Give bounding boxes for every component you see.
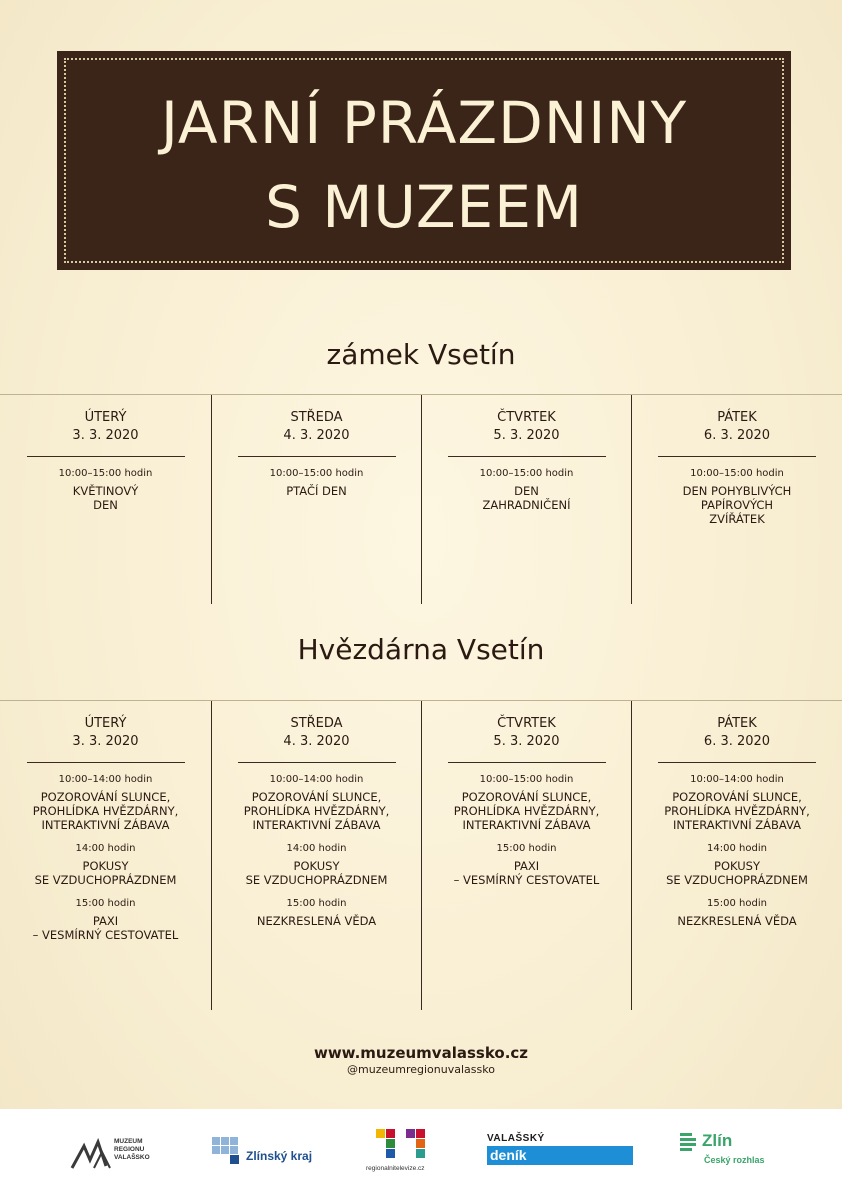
program-slot <box>632 897 842 928</box>
program-slot <box>422 773 631 832</box>
day-name: ČTVRTEK <box>497 410 556 425</box>
valassky-denik-logo <box>487 1133 633 1167</box>
day-name: ČTVRTEK <box>497 716 556 731</box>
day-header <box>632 395 842 445</box>
rozhlas-bottom-text: Český rozhlas <box>704 1155 765 1165</box>
denik-bottom-text: deník <box>490 1147 527 1163</box>
slot-title: NEZKRESLENÁ VĚDA <box>256 914 377 928</box>
rtv-text: regionalnitelevize.cz <box>366 1165 425 1172</box>
program-slot <box>632 773 842 832</box>
denik-top-text: VALAŠSKÝ <box>487 1133 545 1144</box>
program-slot <box>0 897 211 942</box>
day-name: STŘEDA <box>290 716 343 731</box>
zlinsky-kraj-logo <box>212 1137 327 1167</box>
slot-title: POZOROVÁNÍ SLUNCE, PROHLÍDKA HVĚZDÁRNY, INTERAKTIVNÍ ZÁBAVA <box>243 790 390 832</box>
day-date: 5. 3. 2020 <box>493 428 560 443</box>
slot-title: PAXI – VESMÍRNÝ CESTOVATEL <box>453 859 600 887</box>
day-name: ÚTERÝ <box>84 716 127 731</box>
section-title-zamek: zámek Vsetín <box>326 338 516 371</box>
program-slot <box>422 467 631 512</box>
day-column <box>211 701 421 1010</box>
program-slot <box>422 842 631 887</box>
program-slot <box>0 467 211 512</box>
sponsor-logos-strip <box>0 1109 842 1191</box>
slot-time: 15:00 hodin <box>707 898 767 909</box>
day-column <box>211 395 421 604</box>
slot-title: POKUSY SE VZDUCHOPRÁZDNEM <box>34 859 177 887</box>
slot-title: POKUSY SE VZDUCHOPRÁZDNEM <box>666 859 808 887</box>
slot-time: 10:00–15:00 hodin <box>690 468 784 479</box>
slot-time: 10:00–15:00 hodin <box>479 774 574 785</box>
rozhlas-mark-icon <box>680 1133 700 1155</box>
day-name: PÁTEK <box>717 410 757 425</box>
divider <box>448 762 606 763</box>
day-column <box>0 395 211 604</box>
program-slot <box>212 773 421 832</box>
day-column <box>0 701 211 1010</box>
day-date: 3. 3. 2020 <box>72 734 139 749</box>
slot-title: DEN POHYBLIVÝCH PAPÍROVÝCH ZVÍŘÁTEK <box>682 484 792 526</box>
day-header <box>0 395 211 445</box>
regionalni-televize-logo <box>366 1129 446 1179</box>
slot-title: KVĚTINOVÝ DEN <box>72 484 139 512</box>
program-slot <box>0 773 211 832</box>
divider <box>238 456 396 457</box>
slot-time: 14:00 hodin <box>286 843 347 854</box>
slot-time: 10:00–15:00 hodin <box>58 468 153 479</box>
day-name: STŘEDA <box>290 410 343 425</box>
program-slot <box>632 842 842 887</box>
rozhlas-top-text: Zlín <box>702 1131 733 1150</box>
slot-time: 10:00–14:00 hodin <box>58 774 153 785</box>
divider <box>658 762 816 763</box>
slot-title: POZOROVÁNÍ SLUNCE, PROHLÍDKA HVĚZDÁRNY, INTERAKTIVNÍ ZÁBAVA <box>32 790 179 832</box>
title-line-1: JARNÍ PRÁZDNINY <box>160 89 688 157</box>
denik-bar <box>487 1146 633 1165</box>
day-date: 4. 3. 2020 <box>283 734 350 749</box>
program-slot <box>212 842 421 887</box>
divider <box>27 762 185 763</box>
program-slot <box>212 897 421 928</box>
section-title-hvezdarna: Hvězdárna Vsetín <box>297 633 545 666</box>
day-header <box>632 701 842 751</box>
day-header <box>422 395 631 445</box>
museum-logo-text-2: REGIONU <box>114 1146 145 1153</box>
slot-title: POZOROVÁNÍ SLUNCE, PROHLÍDKA HVĚZDÁRNY, INTERAKTIVNÍ ZÁBAVA <box>453 790 600 832</box>
day-date: 3. 3. 2020 <box>72 428 139 443</box>
slot-time: 15:00 hodin <box>286 898 347 909</box>
slot-time: 10:00–15:00 hodin <box>479 468 574 479</box>
divider <box>658 456 816 457</box>
cesky-rozhlas-zlin-logo <box>680 1131 780 1171</box>
title-banner <box>57 51 791 270</box>
program-slot <box>0 842 211 887</box>
day-column <box>421 701 631 1010</box>
zlinsky-kraj-squares-icon <box>212 1137 242 1165</box>
day-column <box>421 395 631 604</box>
slot-time: 10:00–15:00 hodin <box>269 468 364 479</box>
social-handle[interactable]: @muzeumregionuvalassko <box>347 1063 495 1076</box>
slot-title: NEZKRESLENÁ VĚDA <box>677 914 797 928</box>
slot-time: 10:00–14:00 hodin <box>690 774 784 785</box>
museum-mark-icon <box>70 1136 116 1170</box>
slot-title: PAXI – VESMÍRNÝ CESTOVATEL <box>32 914 179 942</box>
divider <box>238 762 396 763</box>
slot-title: PTAČÍ DEN <box>286 484 347 498</box>
slot-time: 15:00 hodin <box>496 843 557 854</box>
slot-time: 15:00 hodin <box>75 898 136 909</box>
day-name: PÁTEK <box>717 716 757 731</box>
zlinsky-kraj-text: Zlínský kraj <box>246 1149 313 1163</box>
day-date: 6. 3. 2020 <box>703 428 771 443</box>
slot-title: POZOROVÁNÍ SLUNCE, PROHLÍDKA HVĚZDÁRNY, INTERAKTIVNÍ ZÁBAVA <box>664 790 810 832</box>
day-column <box>631 395 842 604</box>
day-name: ÚTERÝ <box>84 410 127 425</box>
slot-title: POKUSY SE VZDUCHOPRÁZDNEM <box>245 859 388 887</box>
slot-time: 14:00 hodin <box>75 843 136 854</box>
divider <box>448 456 606 457</box>
slot-time: 10:00–14:00 hodin <box>269 774 364 785</box>
day-header <box>0 701 211 751</box>
slot-title: DEN ZAHRADNIČENÍ <box>482 484 571 512</box>
day-header <box>212 395 421 445</box>
slot-time: 14:00 hodin <box>707 843 767 854</box>
day-date: 5. 3. 2020 <box>493 734 560 749</box>
museum-logo-text-1: MUZEUM <box>114 1138 143 1145</box>
divider <box>27 456 185 457</box>
rtv-mark-icon <box>376 1129 428 1159</box>
title-line-2: S MUZEEM <box>265 173 583 241</box>
day-column <box>631 701 842 1010</box>
day-header <box>422 701 631 751</box>
schedule-grid-hvezdarna <box>0 700 842 1010</box>
museum-logo-text-3: VALAŠSKO <box>114 1154 150 1161</box>
website-url[interactable]: www.muzeumvalassko.cz <box>313 1044 529 1062</box>
day-date: 4. 3. 2020 <box>283 428 350 443</box>
program-slot <box>632 467 842 526</box>
museum-logo <box>70 1134 165 1174</box>
schedule-grid-zamek <box>0 394 842 604</box>
day-date: 6. 3. 2020 <box>703 734 771 749</box>
program-slot <box>212 467 421 498</box>
day-header <box>212 701 421 751</box>
